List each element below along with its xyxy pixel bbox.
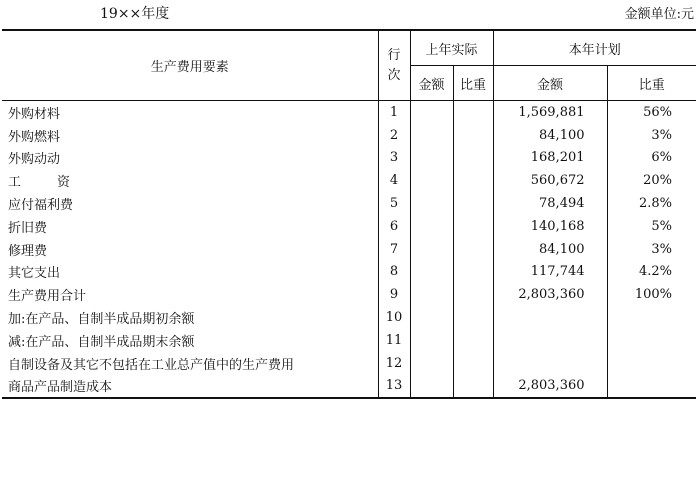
last-amount-cell: [410, 238, 453, 261]
row-name: 自制设备及其它不包括在工业总产值中的生产费用: [8, 357, 295, 373]
row-name: 其它支出: [8, 266, 61, 282]
table-row: [2, 192, 696, 215]
last-ratio-cell: [453, 352, 493, 375]
last-ratio-cell: [453, 261, 493, 284]
production-cost-table: [2, 29, 696, 399]
row-name: 工 资: [8, 175, 71, 191]
last-amount-cell: [410, 124, 453, 147]
header-item: 生产费用要素: [2, 30, 378, 101]
header-last-ratio: 比重: [453, 66, 493, 101]
plan-amount-cell: 2,803,360: [493, 375, 607, 399]
plan-amount-cell: 84,100: [493, 124, 607, 147]
row-number: 7: [378, 238, 410, 261]
plan-ratio-cell: 3%: [607, 124, 696, 147]
row-name: 外购材料: [8, 106, 61, 122]
plan-amount-cell: 140,168: [493, 215, 607, 238]
plan-ratio-cell: 5%: [607, 215, 696, 238]
last-amount-cell: [410, 306, 453, 329]
plan-ratio-cell: 4.2%: [607, 261, 696, 284]
plan-ratio-cell: 3%: [607, 238, 696, 261]
plan-ratio-cell: [607, 329, 696, 352]
table-row: [2, 169, 696, 192]
row-number: 11: [378, 329, 410, 352]
row-number: 9: [378, 283, 410, 306]
header-plan-ratio: 比重: [607, 66, 696, 101]
unit-label: 金额单位:元: [624, 7, 694, 22]
row-name: 外购燃料: [8, 129, 61, 145]
plan-amount-cell: [493, 352, 607, 375]
last-ratio-cell: [453, 283, 493, 306]
plan-amount-cell: 2,803,360: [493, 283, 607, 306]
last-amount-cell: [410, 329, 453, 352]
plan-amount-cell: 168,201: [493, 147, 607, 170]
plan-ratio-cell: 20%: [607, 169, 696, 192]
last-amount-cell: [410, 215, 453, 238]
last-amount-cell: [410, 169, 453, 192]
row-name: 折旧费: [8, 220, 48, 236]
last-amount-cell: [410, 147, 453, 170]
row-number: 10: [378, 306, 410, 329]
header-last-year: 上年实际: [410, 30, 493, 66]
last-ratio-cell: [453, 306, 493, 329]
last-amount-cell: [410, 283, 453, 306]
plan-amount-cell: 1,569,881: [493, 101, 607, 124]
last-amount-cell: [410, 352, 453, 375]
plan-ratio-cell: [607, 352, 696, 375]
row-number: 8: [378, 261, 410, 284]
plan-ratio-cell: 56%: [607, 101, 696, 124]
row-number: 4: [378, 169, 410, 192]
last-ratio-cell: [453, 192, 493, 215]
last-ratio-cell: [453, 215, 493, 238]
header-last-amount: 金额: [410, 66, 453, 101]
header-row-no: 行 次: [378, 30, 410, 101]
header-this-year: 本年计划: [493, 30, 696, 66]
row-number: 5: [378, 192, 410, 215]
plan-amount-cell: [493, 329, 607, 352]
last-ratio-cell: [453, 238, 493, 261]
header-plan-amount: 金额: [493, 66, 607, 101]
row-name: 商品产品制造成本: [2, 375, 378, 399]
plan-ratio-cell: 100%: [607, 283, 696, 306]
plan-ratio-cell: [607, 375, 696, 399]
table-row: [2, 238, 696, 261]
row-name: 修理费: [8, 243, 48, 259]
last-amount-cell: [410, 375, 453, 399]
table-row: [2, 101, 696, 124]
last-amount-cell: [410, 101, 453, 124]
plan-amount-cell: [493, 306, 607, 329]
last-ratio-cell: [453, 124, 493, 147]
row-number: 3: [378, 147, 410, 170]
last-ratio-cell: [453, 375, 493, 399]
last-amount-cell: [410, 192, 453, 215]
plan-ratio-cell: 2.8%: [607, 192, 696, 215]
row-name: 加:在产品、自制半成品期初余额: [8, 312, 195, 328]
table-row: [2, 215, 696, 238]
table-row: [2, 124, 696, 147]
plan-amount-cell: 117,744: [493, 261, 607, 284]
table-row: [2, 375, 696, 399]
row-number: 13: [378, 375, 410, 399]
table-row: [2, 329, 696, 352]
table-row: [2, 283, 696, 306]
plan-amount-cell: 78,494: [493, 192, 607, 215]
plan-amount-cell: 84,100: [493, 238, 607, 261]
row-number: 1: [378, 101, 410, 124]
row-name: 应付福利费: [8, 198, 74, 214]
table-row: [2, 147, 696, 170]
last-ratio-cell: [453, 101, 493, 124]
row-name: 减:在产品、自制半成品期末余额: [8, 334, 195, 350]
year-label: 19××年度: [100, 6, 170, 22]
table-row: [2, 306, 696, 329]
table-row: [2, 352, 696, 375]
last-ratio-cell: [453, 329, 493, 352]
row-name: 生产费用合计: [8, 289, 87, 305]
last-amount-cell: [410, 261, 453, 284]
plan-amount-cell: 560,672: [493, 169, 607, 192]
row-number: 2: [378, 124, 410, 147]
row-name: 外购动动: [8, 152, 61, 168]
plan-ratio-cell: [607, 306, 696, 329]
plan-ratio-cell: 6%: [607, 147, 696, 170]
row-number: 6: [378, 215, 410, 238]
last-ratio-cell: [453, 169, 493, 192]
row-number: 12: [378, 352, 410, 375]
table-row: [2, 261, 696, 284]
last-ratio-cell: [453, 147, 493, 170]
